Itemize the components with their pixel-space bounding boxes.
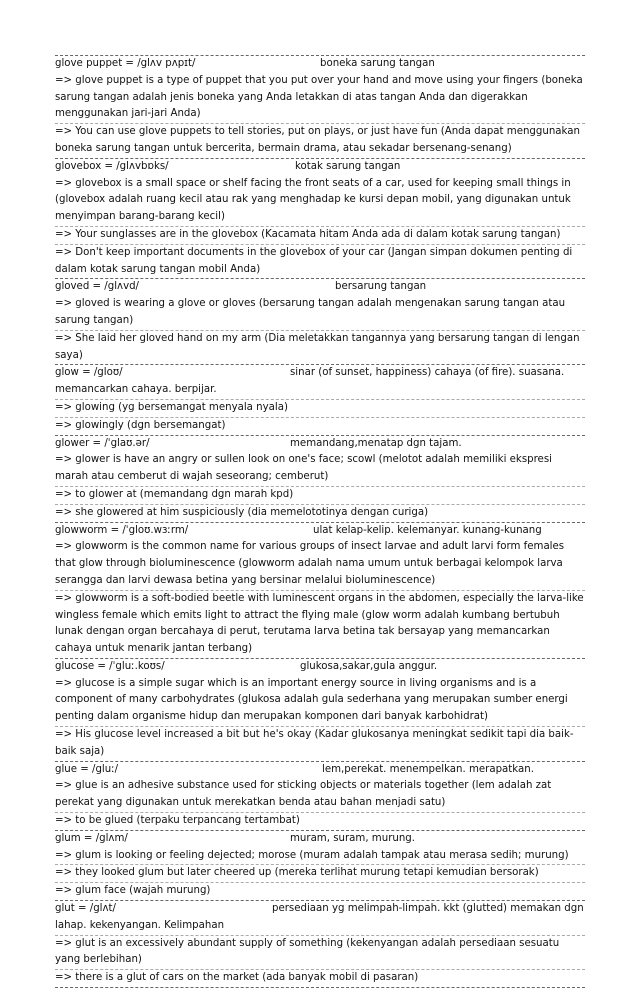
headword-pronunciation: glue = /gluː/ — [55, 763, 119, 775]
example-line: => glut is an excessively abundant supply of something (kekenyangan adalah persediaan sesuatu yang berlebihan) — [55, 936, 585, 971]
example-line: => they looked glum but later cheered up (mereka terlihat murung tetapi kemudian bersorak) — [55, 865, 585, 883]
dictionary-entry — [55, 901, 585, 988]
headword-pronunciation: glum = /glʌm/ — [55, 832, 128, 844]
example-line: => glower is have an angry or sullen look on one's face; scowl (melotot adalah memiliki ekspresi marah atau cemberut di wajah seseorang; cemberut) — [55, 452, 585, 487]
dictionary-page — [55, 55, 585, 988]
entry-header — [55, 56, 585, 73]
entry-header — [55, 523, 585, 540]
headword-pronunciation: glucose = /ˈgluː.koʊs/ — [55, 660, 165, 672]
translation: memandang,menatap dgn tajam. — [290, 437, 462, 449]
dictionary-entry — [55, 159, 585, 280]
example-line: => glowworm is a soft-bodied beetle with luminescent organs in the abdomen, especially the larva-like wingless female which emits light to attract the flying male (glow worm adalah kumbang bertubuh lunak dengan organ bercahaya di perut, terutama larva betina tak bersayap yang memancarkan cahaya untuk menarik jantan terbang) — [55, 592, 584, 655]
headword-pronunciation: glow = /gloʊ/ — [55, 367, 123, 379]
headword-pronunciation: glowworm = /ˈgloʊ.wɜːrm/ — [55, 524, 189, 536]
example-line: => glowing (yg bersemangat menyala nyala) — [55, 400, 585, 418]
dictionary-entry — [55, 279, 585, 365]
entry-header — [55, 279, 585, 296]
example-line: => glum face (wajah murung) — [55, 885, 211, 897]
entry-header — [55, 901, 585, 918]
entry-header — [55, 365, 585, 382]
entry-header — [55, 762, 585, 779]
dictionary-entry — [55, 436, 585, 523]
headword-pronunciation: glower = /ˈglaʊ.ər/ — [55, 437, 150, 449]
entry-header — [55, 159, 585, 176]
translation: persediaan yg melimpah-limpah. kkt (glutted) memakan dgn — [272, 903, 584, 915]
translation: boneka sarung tangan — [320, 58, 435, 69]
example-line: => gloved is wearing a glove or gloves (bersarung tangan adalah mengenakan sarung tangan atau sarung tangan) — [55, 296, 585, 331]
example-line: => glue is an adhesive substance used for sticking objects or materials together (lem adalah zat perekat yang digunakan untuk merekatkan benda atau bahan menjadi satu) — [55, 778, 585, 813]
example-line: => to be glued (terpaku terpancang tertambat) — [55, 815, 300, 827]
example-line: => She laid her gloved hand on my arm (Dia meletakkan tangannya yang bersarung tangan di lengan saya) — [55, 332, 580, 361]
dictionary-entry — [55, 762, 585, 831]
example-line: => Your sunglasses are in the glovebox (Kacamata hitam Anda ada di dalam kotak sarung tangan) — [55, 227, 585, 245]
headword-pronunciation: glut = /glʌt/ — [55, 903, 116, 915]
dictionary-entry — [55, 55, 585, 159]
example-line: => glove puppet is a type of puppet that you put over your hand and move using your fingers (boneka sarung tangan adalah jenis boneka yang Anda letakkan di atas tangan Anda dan digerakkan menggunakan jari-jari Anda) — [55, 73, 585, 124]
entry-header — [55, 659, 585, 676]
example-line: => to glower at (memandang dgn marah kpd) — [55, 487, 585, 505]
example-line: => His glucose level increased a bit but he's okay (Kadar glukosanya meningkat sedikit tapi dia baik-baik saja) — [55, 729, 574, 757]
dictionary-entry — [55, 831, 585, 901]
example-line: => glum is looking or feeling dejected; morose (muram adalah tampak atau merasa sedih; murung) — [55, 848, 585, 866]
translation: sinar (of sunset, happiness) cahaya (of fire). suasana. — [290, 367, 565, 379]
example-line: => there is a glut of cars on the market (ada banyak mobil di pasaran) — [55, 972, 419, 984]
headword-pronunciation: gloved = /glʌvd/ — [55, 281, 139, 293]
example-line: => You can use glove puppets to tell stories, put on plays, or just have fun (Anda dapat menggunakan boneka sarung tangan untuk bercerita, bermain drama, atau sekadar bersenang-senang) — [55, 126, 580, 154]
example-line: => glucose is a simple sugar which is an important energy source in living organisms and is a component of many carbohydrates (glukosa adalah gula sederhana yang merupakan sumber energi penting dalam organisme hidup dan merupakan komponen dari banyak karbohidrat) — [55, 676, 585, 727]
translation: kotak sarung tangan — [295, 160, 401, 172]
example-line: => she glowered at him suspiciously (dia memelototinya dengan curiga) — [55, 506, 429, 518]
example-line: => glowingly (dgn bersemangat) — [55, 419, 226, 431]
headword-pronunciation: glovebox = /glʌvbɒks/ — [55, 160, 169, 172]
example-line: => glowworm is the common name for various groups of insect larvae and adult larvi form females that glow through bioluminescence (glowworm adalah nama umum untuk berbagai kelompok larva serangga dan larvi dewasa betina yang bersinar melalui bioluminescence) — [55, 539, 585, 590]
definition-continuation: lahap. kekenyangan. Kelimpahan — [55, 918, 585, 936]
definition-continuation: memancarkan cahaya. berpijar. — [55, 382, 585, 400]
translation: glukosa,sakar,gula anggur. — [300, 660, 438, 672]
example-line: => Don't keep important documents in the glovebox of your car (Jangan simpan dokumen penting di dalam kotak sarung tangan mobil Anda) — [55, 246, 573, 275]
dictionary-entry — [55, 523, 585, 659]
translation: ulat kelap-kelip. kelemanyar. kunang-kunang — [313, 524, 542, 536]
entry-header — [55, 831, 585, 848]
translation: muram, suram, murung. — [290, 832, 415, 844]
translation: lem,perekat. menempelkan. merapatkan. — [322, 763, 534, 775]
dictionary-entry — [55, 659, 585, 762]
dictionary-entry — [55, 365, 585, 435]
example-line: => glovebox is a small space or shelf facing the front seats of a car, used for keeping small things in (glovebox adalah ruang kecil atau rak yang menghadap ke kursi depan mobil, yang digunakan untuk menyimpan barang-barang kecil) — [55, 176, 585, 227]
translation: bersarung tangan — [335, 281, 427, 293]
headword-pronunciation: glove puppet = /glʌv pʌpɪt/ — [55, 58, 196, 69]
entry-header — [55, 436, 585, 453]
